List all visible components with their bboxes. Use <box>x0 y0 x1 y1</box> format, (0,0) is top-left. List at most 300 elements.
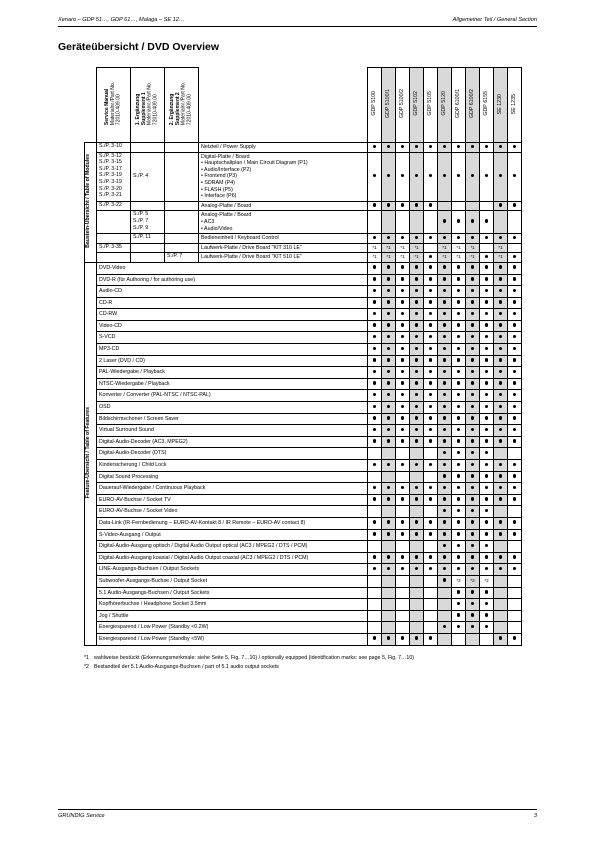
mark-cell <box>382 494 396 506</box>
page-title: Geräteübersicht / DVD Overview <box>58 41 220 53</box>
module-desc-line: • AC3 <box>201 218 215 225</box>
bullet-icon <box>513 381 517 385</box>
mark-cell <box>410 402 424 414</box>
footnote-ref: *1 <box>386 254 391 260</box>
mark-cell <box>508 506 522 518</box>
bullet-icon <box>443 219 447 223</box>
mark-cell <box>466 152 480 201</box>
mark-cell <box>382 402 396 414</box>
module-row <box>85 243 522 253</box>
bullet-icon <box>485 509 489 513</box>
bullet-icon <box>443 428 447 432</box>
bullet-icon <box>401 323 405 327</box>
mark-cell <box>466 309 480 321</box>
mark-cell <box>396 413 410 425</box>
bullet-icon <box>387 497 391 501</box>
bullet-icon <box>513 236 517 240</box>
mark-cell <box>452 448 466 460</box>
mark-cell <box>396 529 410 541</box>
feature-row <box>85 471 522 483</box>
mark-cell <box>424 297 438 309</box>
bullet-icon <box>499 393 503 397</box>
mark-cell <box>466 143 480 153</box>
module-ref <box>165 253 199 263</box>
bullet-icon <box>429 312 433 316</box>
bullet-icon <box>485 532 489 536</box>
module-ref-line: S./P. 3-22 <box>99 201 122 208</box>
mark-cell <box>410 286 424 298</box>
bullet-icon <box>471 463 475 467</box>
mark-cell <box>494 332 508 344</box>
mark-cell <box>438 234 452 244</box>
bullet-icon <box>387 236 391 240</box>
mark-cell <box>410 211 424 234</box>
bullet-icon <box>443 567 447 571</box>
mark-cell <box>410 390 424 402</box>
feature-row <box>85 309 522 321</box>
mark-cell <box>466 355 480 367</box>
module-ref-line: S./P. 4 <box>133 173 149 180</box>
mark-cell <box>396 448 410 460</box>
feature-row <box>85 541 522 553</box>
mark-cell <box>494 541 508 553</box>
bullet-icon <box>415 416 419 420</box>
mark-cell <box>438 402 452 414</box>
mark-cell <box>466 575 480 587</box>
feature-row <box>85 633 522 645</box>
bullet-icon <box>499 347 503 351</box>
feature-row <box>85 436 522 448</box>
mark-cell <box>438 262 452 274</box>
bullet-icon <box>387 300 391 304</box>
bullet-icon <box>499 335 503 339</box>
footnote-mark: *2 <box>84 663 90 670</box>
bullet-icon <box>513 405 517 409</box>
bullet-icon <box>457 463 461 467</box>
bullet-icon <box>373 312 377 316</box>
mark-cell <box>508 529 522 541</box>
model-header <box>424 68 438 143</box>
bullet-icon <box>443 578 447 582</box>
bullet-icon <box>513 277 517 281</box>
bullet-icon <box>415 174 419 178</box>
bullet-icon <box>471 486 475 490</box>
mark-cell <box>396 506 410 518</box>
mark-cell <box>410 448 424 460</box>
mark-cell <box>382 633 396 645</box>
mark-cell <box>466 552 480 564</box>
mark-cell <box>368 471 382 483</box>
mark-cell <box>410 332 424 344</box>
bullet-icon <box>457 312 461 316</box>
mark-cell <box>452 471 466 483</box>
bullet-icon <box>401 439 405 443</box>
bullet-icon <box>415 532 419 536</box>
mark-cell <box>508 483 522 495</box>
bullet-icon <box>373 532 377 536</box>
bullet-icon <box>401 277 405 281</box>
footnote-text: Bestandteil der 5.1 Audio-Ausgangs-Buchsen / part of 5.1 audio output sockets <box>94 663 279 670</box>
model-name: GDP 5102 <box>412 91 419 117</box>
bullet-icon <box>485 428 489 432</box>
mark-cell <box>452 355 466 367</box>
mark-cell <box>382 575 396 587</box>
feature-label: 2 Laser (DVD / CD) <box>97 355 368 367</box>
bullet-icon <box>471 532 475 536</box>
footnote-ref: *1 <box>400 254 405 260</box>
mark-cell <box>424 355 438 367</box>
doc-header-line: 72010-409.00 <box>115 94 122 126</box>
bullet-icon <box>415 463 419 467</box>
footnote <box>84 655 414 662</box>
feature-row <box>85 587 522 599</box>
footnote-ref: *2 <box>456 577 461 583</box>
bullet-icon <box>429 236 433 240</box>
mark-cell <box>396 564 410 576</box>
mark-cell <box>368 355 382 367</box>
mark-cell <box>508 152 522 201</box>
mark-cell <box>438 529 452 541</box>
bullet-icon <box>457 174 461 178</box>
mark-cell <box>480 355 494 367</box>
mark-cell <box>508 309 522 321</box>
module-ref <box>97 201 131 211</box>
feature-label: Digital-Audio-Ausgang optisch / Digital Audio Output optical (AC3 / MPEG2 / DTS / PCM) <box>97 541 368 553</box>
mark-cell <box>508 471 522 483</box>
bullet-icon <box>499 358 503 362</box>
bullet-icon <box>415 428 419 432</box>
module-ref <box>165 211 199 234</box>
bullet-icon <box>485 370 489 374</box>
bullet-icon <box>373 323 377 327</box>
side-label: Feature-Übersicht / Table of Features <box>85 406 91 499</box>
bullet-icon <box>471 405 475 409</box>
mark-cell <box>396 332 410 344</box>
page-number: 3 <box>533 813 537 819</box>
mark-cell <box>508 541 522 553</box>
mark-cell <box>438 211 452 234</box>
bullet-icon <box>387 532 391 536</box>
bullet-icon <box>471 555 475 559</box>
mark-cell <box>480 367 494 379</box>
mark-cell <box>480 234 494 244</box>
feature-row <box>85 332 522 344</box>
footnote-ref: *1 <box>498 244 503 250</box>
bullet-icon <box>513 323 517 327</box>
bullet-icon <box>513 347 517 351</box>
mark-cell <box>466 274 480 286</box>
mark-cell <box>480 253 494 263</box>
bullet-icon <box>373 405 377 409</box>
bullet-icon <box>499 474 503 478</box>
mark-cell <box>508 622 522 634</box>
bullet-icon <box>429 255 433 259</box>
mark-cell <box>480 332 494 344</box>
bullet-icon <box>429 567 433 571</box>
mark-cell <box>508 234 522 244</box>
bullet-icon <box>373 236 377 240</box>
mark-cell <box>494 460 508 472</box>
doc-header-subtitle: Supplement 2 <box>174 92 181 126</box>
bullet-icon <box>415 335 419 339</box>
bullet-icon <box>457 590 461 594</box>
feature-row <box>85 402 522 414</box>
mark-cell <box>452 541 466 553</box>
bullet-icon <box>485 474 489 478</box>
bullet-icon <box>443 474 447 478</box>
bullet-icon <box>471 474 475 478</box>
mark-cell <box>452 622 466 634</box>
model-name: GDP 5100 <box>370 91 377 117</box>
module-row <box>85 253 522 263</box>
bullet-icon <box>457 236 461 240</box>
bullet-icon <box>443 532 447 536</box>
bullet-icon <box>443 393 447 397</box>
bullet-icon <box>373 381 377 385</box>
mark-cell <box>466 436 480 448</box>
mark-cell <box>466 344 480 356</box>
mark-cell <box>382 390 396 402</box>
module-ref <box>131 211 165 234</box>
mark-cell <box>410 575 424 587</box>
bullet-icon <box>457 439 461 443</box>
bullet-icon <box>443 451 447 455</box>
mark-cell <box>382 201 396 211</box>
feature-row <box>85 552 522 564</box>
module-desc-line: Analog-Platte / Board <box>201 212 252 219</box>
mark-cell <box>424 262 438 274</box>
mark-cell <box>368 425 382 437</box>
module-row <box>85 211 522 234</box>
bullet-icon <box>513 370 517 374</box>
feature-label: PAL-Wiedergabe / Playback <box>97 367 368 379</box>
bullet-icon <box>471 265 475 269</box>
bullet-icon <box>499 323 503 327</box>
overview-table <box>84 67 522 646</box>
module-ref-line: S./P. 3-19 <box>99 178 122 185</box>
bullet-icon <box>443 312 447 316</box>
mark-cell <box>452 309 466 321</box>
mark-cell <box>396 309 410 321</box>
mark-cell <box>410 425 424 437</box>
module-ref-line: S./P. 7 <box>167 253 183 260</box>
mark-cell <box>466 529 480 541</box>
feature-row <box>85 413 522 425</box>
bullet-icon <box>443 439 447 443</box>
mark-cell <box>382 587 396 599</box>
mark-cell <box>438 274 452 286</box>
mark-cell <box>396 460 410 472</box>
bullet-icon <box>373 347 377 351</box>
doc-header-text <box>136 82 159 125</box>
mark-cell <box>466 332 480 344</box>
mark-cell <box>424 610 438 622</box>
mark-cell <box>424 483 438 495</box>
bullet-icon <box>485 439 489 443</box>
feature-row <box>85 506 522 518</box>
bullet-icon <box>471 335 475 339</box>
mark-cell <box>508 587 522 599</box>
module-ref-line: S./P. 11 <box>133 234 151 241</box>
mark-cell <box>396 143 410 153</box>
feature-label: Konverter / Converter (PAL-NTSC / NTSC-PAL) <box>97 390 368 402</box>
bullet-icon <box>401 203 405 207</box>
bullet-icon <box>443 497 447 501</box>
mark-cell <box>508 320 522 332</box>
bullet-icon <box>401 312 405 316</box>
mark-cell <box>466 506 480 518</box>
bullet-icon <box>401 289 405 293</box>
mark-cell <box>438 575 452 587</box>
mark-cell <box>382 436 396 448</box>
mark-cell <box>438 471 452 483</box>
mark-cell <box>396 517 410 529</box>
bullet-icon <box>387 289 391 293</box>
mark-cell <box>508 564 522 576</box>
mark-cell <box>494 494 508 506</box>
mark-cell <box>494 201 508 211</box>
mark-cell <box>410 320 424 332</box>
bullet-icon <box>443 289 447 293</box>
module-ref <box>131 143 165 153</box>
model-header <box>396 68 410 143</box>
feature-label: Digital-Audio-Decoder (AC3, MPEG2) <box>97 436 368 448</box>
mark-cell <box>382 541 396 553</box>
feature-label: Data-Link (IR-Fernbedienung – EURO-AV-Kontakt 8 / IR Remote – EURO-AV contact 8) <box>97 517 368 529</box>
mark-cell <box>368 332 382 344</box>
bullet-icon <box>471 544 475 548</box>
header-corner <box>85 68 97 143</box>
mark-cell <box>480 402 494 414</box>
bullet-icon <box>373 439 377 443</box>
bullet-icon <box>443 323 447 327</box>
bullet-icon <box>471 625 475 629</box>
bullet-icon <box>429 265 433 269</box>
bullet-icon <box>499 145 503 149</box>
mark-cell <box>424 378 438 390</box>
bullet-icon <box>401 555 405 559</box>
mark-cell <box>466 390 480 402</box>
mark-cell <box>396 243 410 253</box>
module-ref <box>97 234 131 244</box>
feature-row <box>85 460 522 472</box>
bullet-icon <box>457 323 461 327</box>
mark-cell <box>424 517 438 529</box>
module-desc-line: • Hauptschaltplan / Main Circuit Diagram (P1) <box>201 160 308 167</box>
bullet-icon <box>429 636 433 640</box>
mark-cell <box>480 575 494 587</box>
bullet-icon <box>401 532 405 536</box>
mark-cell <box>466 425 480 437</box>
bullet-icon <box>443 463 447 467</box>
feature-row <box>85 390 522 402</box>
mark-cell <box>452 483 466 495</box>
mark-cell <box>480 297 494 309</box>
mark-cell <box>438 355 452 367</box>
mark-cell <box>452 517 466 529</box>
mark-cell <box>424 506 438 518</box>
mark-cell <box>368 529 382 541</box>
bullet-icon <box>373 636 377 640</box>
mark-cell <box>410 309 424 321</box>
mark-cell <box>396 286 410 298</box>
feature-label: EURO-AV-Buchse / Socket Video <box>97 506 368 518</box>
mark-cell <box>382 460 396 472</box>
mark-cell <box>480 541 494 553</box>
mark-cell <box>368 234 382 244</box>
feature-row <box>85 297 522 309</box>
mark-cell <box>410 610 424 622</box>
mark-cell <box>410 494 424 506</box>
footnote-ref: *1 <box>470 254 475 260</box>
header-rule <box>58 26 537 27</box>
mark-cell <box>410 201 424 211</box>
mark-cell <box>508 274 522 286</box>
mark-cell <box>508 297 522 309</box>
bullet-icon <box>387 486 391 490</box>
mark-cell <box>368 262 382 274</box>
mark-cell <box>508 413 522 425</box>
footnote-text: wahlweise bestückt (Erkennungsmerkmale: siehe Seite 5, Fig. 7…10) / optionally equipped (identification marks: see page 5, Fig. 7…10) <box>94 654 415 661</box>
bullet-icon <box>457 451 461 455</box>
module-ref <box>97 253 131 263</box>
mark-cell <box>466 378 480 390</box>
bullet-icon <box>513 393 517 397</box>
mark-cell <box>368 436 382 448</box>
mark-cell <box>410 344 424 356</box>
feature-label: Energiesparend / Low Power (Standby <0.2W) <box>97 622 368 634</box>
module-desc-line: Netzteil / Power Supply <box>201 144 256 150</box>
doc-header-line: Materialnr./Part No. <box>109 82 116 126</box>
bullet-icon <box>387 203 391 207</box>
bullet-icon <box>401 405 405 409</box>
module-ref <box>131 253 165 263</box>
mark-cell <box>396 402 410 414</box>
footnote-ref: *2 <box>484 577 489 583</box>
bullet-icon <box>443 174 447 178</box>
bullet-icon <box>429 370 433 374</box>
model-header <box>410 68 424 143</box>
bullet-icon <box>401 265 405 269</box>
mark-cell <box>424 622 438 634</box>
bullet-icon <box>485 590 489 594</box>
mark-cell <box>396 575 410 587</box>
bullet-icon <box>401 567 405 571</box>
mark-cell <box>480 320 494 332</box>
mark-cell <box>424 529 438 541</box>
mark-cell <box>368 402 382 414</box>
bullet-icon <box>499 300 503 304</box>
mark-cell <box>382 344 396 356</box>
bullet-icon <box>499 439 503 443</box>
footnote-mark: *1 <box>84 654 90 661</box>
mark-cell <box>396 610 410 622</box>
bullet-icon <box>443 300 447 304</box>
mark-cell <box>438 309 452 321</box>
bullet-icon <box>513 300 517 304</box>
bullet-icon <box>415 236 419 240</box>
module-desc <box>199 253 368 263</box>
model-header <box>480 68 494 143</box>
mark-cell <box>382 425 396 437</box>
bullet-icon <box>457 370 461 374</box>
bullet-icon <box>457 219 461 223</box>
feature-row <box>85 494 522 506</box>
feature-label: MP3-CD <box>97 344 368 356</box>
mark-cell <box>494 320 508 332</box>
mark-cell <box>466 286 480 298</box>
mark-cell <box>396 436 410 448</box>
